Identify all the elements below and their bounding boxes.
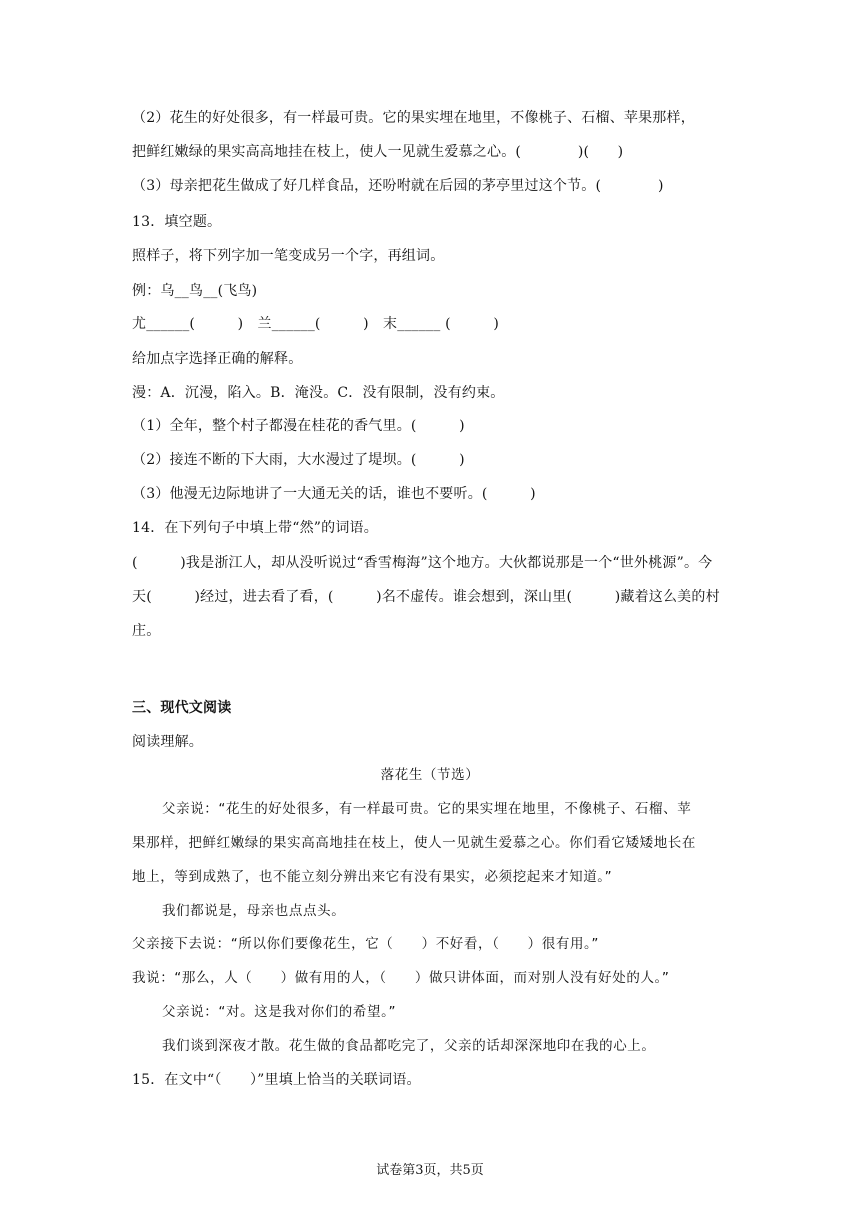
passage-line-8: 我们谈到深夜才散。花生做的食品都吃完了，父亲的话却深深地印在我的心上。 (162, 1038, 656, 1054)
q14-text-line-3: 庄。 (132, 623, 161, 639)
passage-line-4: 我们都说是，母亲也点点头。 (162, 903, 346, 919)
passage-line-2: 果那样，把鲜红嫩绿的果实高高地挂在枝上，使人一见就生爱慕之心。你们看它矮矮地长在 (132, 835, 696, 851)
section-3-heading: 三、现代文阅读 (132, 700, 232, 716)
passage-line-1: 父亲说：“花生的好处很多，有一样最可贵。它的果实埋在地里，不像桃子、石榴、苹 (162, 801, 692, 817)
q12-item-2-line-2: 把鲜红嫩绿的果实高高地挂在枝上，使人一见就生爱慕之心。( )( ) (132, 144, 624, 160)
q13-blanks: 尤______( ) 兰______( ) 末______ ( ) (132, 316, 500, 332)
q13-instruction-2: 给加点字选择正确的解释。 (132, 351, 303, 367)
q13-title: 13．填空题。 (132, 214, 222, 230)
passage-line-7: 父亲说：“对。这是我对你们的希望。” (162, 1004, 397, 1020)
q13-example: 例：乌__鸟__(飞鸟) (132, 283, 258, 299)
passage-line-6: 我说：“那么，人（ ）做有用的人，（ ）做只讲体面，而对别人没有好处的人。” (132, 970, 670, 986)
passage-line-5: 父亲接下去说：“所以你们要像花生，它（ ）不好看，（ ）很有用。” (132, 936, 599, 952)
q15-title: 15．在文中“（ ）”里填上恰当的关联词语。 (132, 1072, 421, 1088)
reading-instruction: 阅读理解。 (132, 734, 203, 750)
q13-definitions: 漫：A．沉漫，陷入。B．淹没。C．没有限制，没有约束。 (132, 385, 505, 401)
q14-title: 14．在下列句子中填上带“然”的词语。 (132, 520, 378, 536)
q13-item-2: （2）接连不断的下大雨，大水漫过了堤坝。( ) (132, 452, 465, 468)
q14-text-line-2: 天( )经过，进去看了看，( )名不虚传。谁会想到，深山里( )藏着这么美的村 (132, 589, 720, 605)
q13-item-3: （3）他漫无边际地讲了一大通无关的话，谁也不要听。( ) (132, 486, 536, 502)
q13-instruction-1: 照样子，将下列字加一笔变成另一个字，再组词。 (132, 248, 445, 264)
q14-text-line-1: ( )我是浙江人，却从没听说过“香雪梅海”这个地方。大伙都说那是一个“世外桃源”。今 (132, 555, 713, 571)
passage-line-3: 地上，等到成熟了，也不能立刻分辨出来它有没有果实，必须挖起来才知道。” (132, 869, 613, 885)
page-footer: 试卷第3页，共5页 (376, 1163, 484, 1178)
q12-item-3: （3）母亲把花生做成了好几样食品，还吩咐就在后园的茅亭里过这个节。( ) (132, 178, 664, 194)
q12-item-2-line-1: （2）花生的好处很多，有一样最可贵。它的果实埋在地里，不像桃子、石榴、苹果那样， (132, 110, 695, 126)
passage-title: 落花生（节选） (380, 767, 480, 783)
q13-item-1: （1）全年，整个村子都漫在桂花的香气里。( ) (132, 418, 465, 434)
